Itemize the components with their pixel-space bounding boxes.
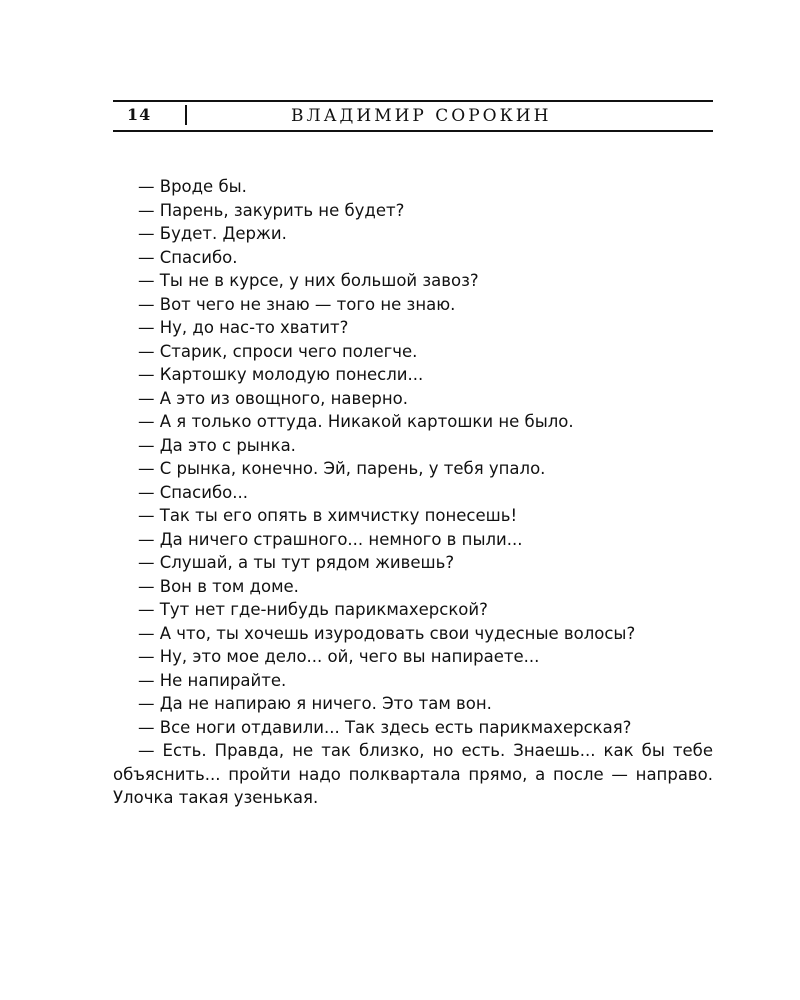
dialogue-line: — Все ноги отдавили... Так здесь есть парикмахерская? bbox=[138, 717, 632, 737]
dialogue-line: — Картошку молодую понесли... bbox=[138, 365, 424, 384]
page-body bbox=[113, 175, 713, 810]
dialogue-line: — Парень, закурить не будет? bbox=[138, 200, 405, 220]
dialogue-line: — А что, ты хочешь изуродовать свои чудесные волосы? bbox=[138, 623, 636, 643]
dialogue-line: — Тут нет где-нибудь парикмахерской? bbox=[138, 600, 488, 619]
dialogue-line: — Спасибо. bbox=[138, 247, 238, 267]
dialogue-line: — Да не напираю я ничего. Это там вон. bbox=[138, 694, 492, 713]
dialogue-line: — С рынка, конечно. Эй, парень, у тебя упало. bbox=[138, 459, 546, 478]
header-bottom-rule bbox=[113, 130, 713, 132]
dialogue-line: — Вот чего не знаю — того не знаю. bbox=[138, 294, 456, 314]
header-top-rule bbox=[113, 100, 713, 102]
dialogue-line: — Ну, это мое дело... ой, чего вы напираете... bbox=[138, 647, 540, 666]
dialogue-line: — Слушай, а ты тут рядом живешь? bbox=[138, 553, 455, 572]
dialogue-line: — Не напирайте. bbox=[138, 670, 287, 690]
dialogue-line: — А я только оттуда. Никакой картошки не было. bbox=[138, 412, 574, 431]
dialogue-line: — Старик, спроси чего полегче. bbox=[138, 341, 418, 361]
dialogue-line: — Да ничего страшного... немного в пыли... bbox=[138, 529, 523, 549]
running-title: ВЛАДИМИР СОРОКИН bbox=[291, 106, 552, 126]
dialogue-line: — Есть. Правда, не так близко, но есть. Знаешь... как бы тебе объяснить... пройти надо полквартала прямо, а после — направо. Улочка такая узенькая. bbox=[113, 741, 713, 807]
dialogue-line: — Так ты его опять в химчистку понесешь! bbox=[138, 506, 518, 525]
header-divider bbox=[185, 105, 187, 125]
page-number: 14 bbox=[127, 105, 152, 124]
running-head bbox=[113, 98, 713, 134]
dialogue-line: — Ну, до нас-то хватит? bbox=[138, 318, 349, 337]
dialogue-line: — Да это с рынка. bbox=[138, 435, 296, 455]
dialogue-line: — А это из овощного, наверно. bbox=[138, 388, 408, 408]
dialogue-line: — Спасибо... bbox=[138, 482, 248, 502]
dialogue-line: — Ты не в курсе, у них большой завоз? bbox=[138, 271, 479, 290]
dialogue-line: — Будет. Держи. bbox=[138, 224, 287, 243]
dialogue-line: — Вроде бы. bbox=[138, 177, 247, 196]
dialogue-line: — Вон в том доме. bbox=[138, 576, 299, 596]
